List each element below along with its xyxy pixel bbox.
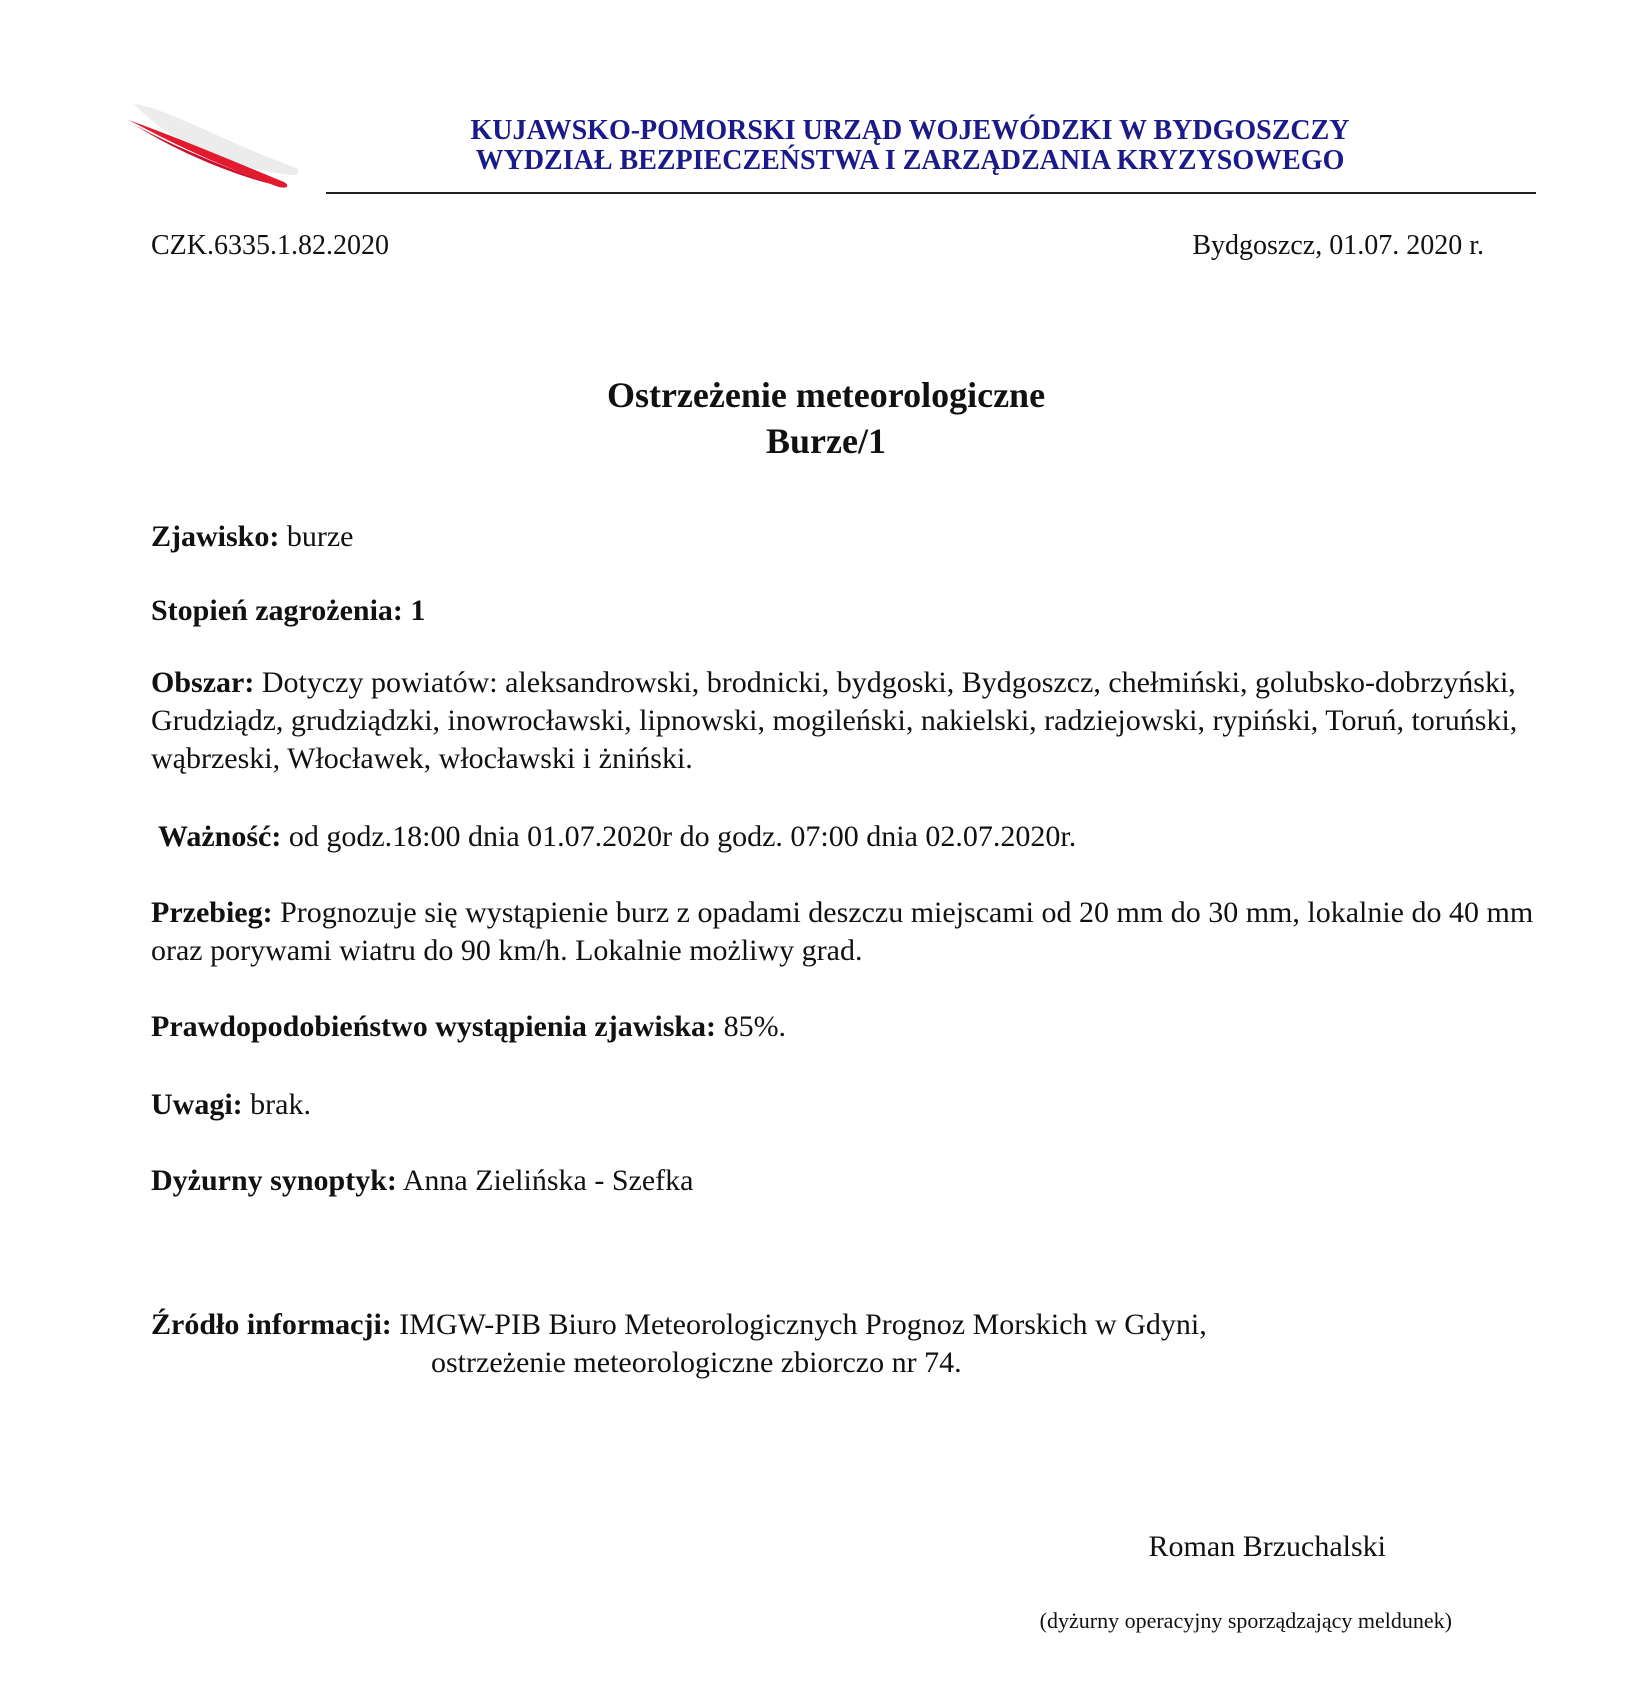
signer-name: Roman Brzuchalski <box>1148 1530 1386 1563</box>
area-label: Obszar: <box>151 666 255 699</box>
probability-value: 85%. <box>716 1010 787 1043</box>
title-line-1: Ostrzeżenie meteorologiczne <box>606 375 1046 415</box>
field-forecaster <box>151 1162 1541 1200</box>
remarks-label: Uwagi: <box>151 1088 243 1121</box>
level-label: Stopień zagrożenia: 1 <box>151 594 426 627</box>
field-source <box>151 1306 1207 1344</box>
phenomenon-label: Zjawisko: <box>151 520 280 553</box>
field-level <box>151 592 1541 630</box>
area-value: Dotyczy powiatów: aleksandrowski, brodnicki, bydgoski, Bydgoszcz, chełmiński, golubsko-dobrzyński, Grudziądz, grudziądzki, inowrocławski, lipnowski, mogileński, nakielski, radziejowski, rypiński, Toruń, toruński, wąbrzeski, Włocławek, włocławski i żniński. <box>151 666 1518 775</box>
field-validity <box>158 818 1548 856</box>
header-divider <box>326 192 1536 194</box>
field-area <box>151 664 1541 778</box>
course-value: Prognozuje się wystąpienie burz z opadami deszczu miejscami od 20 mm do 30 mm, lokalnie do 40 mm oraz porywami wiatru do 90 km/h. Lokalnie możliwy grad. <box>151 896 1534 967</box>
source-value-line2: ostrzeżenie meteorologiczne zbiorczo nr 74. <box>431 1346 962 1379</box>
field-course <box>151 894 1541 970</box>
forecaster-label: Dyżurny synoptyk: <box>151 1164 397 1197</box>
signer-role: (dyżurny operacyjny sporządzający meldunek) <box>1039 1608 1452 1633</box>
phenomenon-value: burze <box>279 520 354 553</box>
source-value-line1: IMGW-PIB Biuro Meteorologicznych Prognoz Morskich w Gdyni, <box>391 1308 1207 1341</box>
probability-label: Prawdopodobieństwo wystąpienia zjawiska: <box>151 1010 717 1043</box>
field-probability <box>151 1008 1541 1046</box>
field-remarks <box>151 1086 1541 1124</box>
field-phenomenon <box>151 518 1541 556</box>
org-line-1: KUJAWSKO-POMORSKI URZĄD WOJEWÓDZKI W BYDGOSZCZY <box>470 115 1350 146</box>
forecaster-value: Anna Zielińska - Szefka <box>396 1164 694 1197</box>
organization-header <box>330 116 1490 176</box>
validity-label: Ważność: <box>158 820 282 853</box>
validity-value: od godz.18:00 dnia 01.07.2020r do godz. 07:00 dnia 02.07.2020r. <box>281 820 1077 853</box>
document-title <box>0 372 1652 464</box>
title-line-2: Burze/1 <box>766 421 886 461</box>
remarks-value: brak. <box>242 1088 311 1121</box>
org-line-2: WYDZIAŁ BEZPIECZEŃSTWA I ZARZĄDZANIA KRYZYSOWEGO <box>475 145 1345 176</box>
reference-number: CZK.6335.1.82.2020 <box>151 230 389 261</box>
course-label: Przebieg: <box>151 896 273 929</box>
source-label: Źródło informacji: <box>151 1308 392 1341</box>
place-date: Bydgoszcz, 01.07. 2020 r. <box>1192 230 1484 261</box>
red-white-flag-swoosh-icon <box>126 98 326 198</box>
